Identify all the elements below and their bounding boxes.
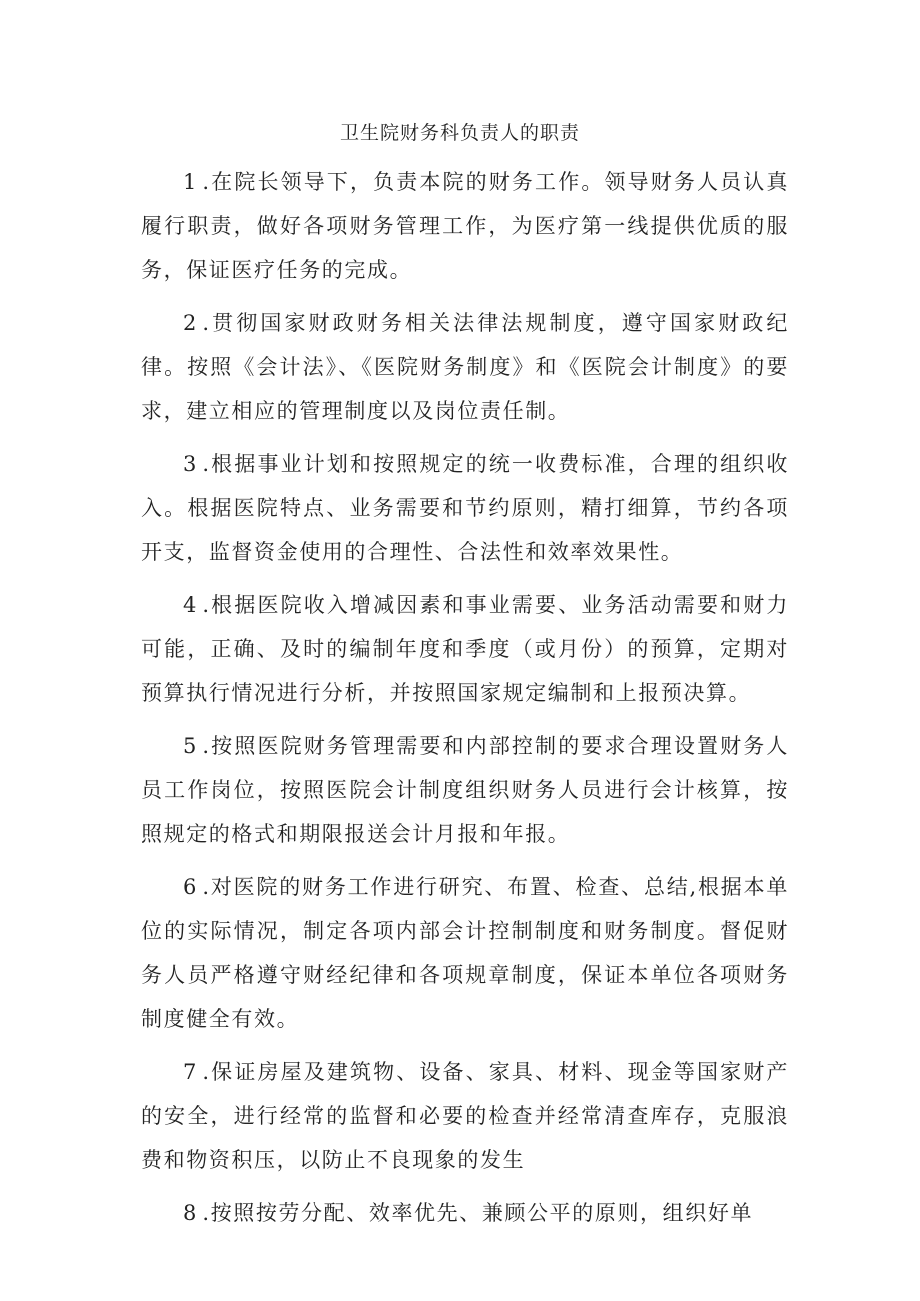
paragraph-number: 5 bbox=[183, 734, 197, 758]
paragraph-text: .保证房屋及建筑物、设备、家具、材料、现金等国家财产的安全，进行经常的监督和必要的检查并经常清查库存，克服浪费和物资积压，以防止不良现象的发生 bbox=[141, 1060, 789, 1172]
paragraph-8 bbox=[141, 1191, 789, 1235]
paragraph-number: 3 bbox=[183, 452, 197, 476]
paragraph-text: .根据医院收入增减因素和事业需要、业务活动需要和财力可能，正确、及时的编制年度和季度（或月份）的预算，定期对预算执行情况进行分析，并按照国家规定编制和上报预决算。 bbox=[141, 593, 789, 705]
paragraph-number: 6 bbox=[183, 875, 197, 899]
paragraph-4 bbox=[141, 583, 789, 715]
paragraph-text: .贯彻国家财政财务相关法律法规制度，遵守国家财政纪律。按照《会计法》、《医院财务制度》和《医院会计制度》的要求，建立相应的管理制度以及岗位责任制。 bbox=[141, 311, 789, 423]
page-title: 卫生院财务科负责人的职责 bbox=[339, 122, 580, 144]
paragraph-number: 7 bbox=[183, 1060, 197, 1084]
paragraph-number: 8 bbox=[183, 1201, 197, 1225]
paragraph-5 bbox=[141, 724, 789, 856]
paragraph-number: 1 bbox=[183, 170, 197, 194]
paragraph-text: .按照按劳分配、效率优先、兼顾公平的原则，组织好单 bbox=[202, 1201, 754, 1225]
paragraph-1 bbox=[141, 160, 789, 292]
paragraph-text: .在院长领导下，负责本院的财务工作。领导财务人员认真履行职责，做好各项财务管理工作，为医疗第一线提供优质的服务，保证医疗任务的完成。 bbox=[141, 170, 789, 282]
paragraph-text: .按照医院财务管理需要和内部控制的要求合理设置财务人员工作岗位，按照医院会计制度组织财务人员进行会计核算，按照规定的格式和期限报送会计月报和年报。 bbox=[141, 734, 789, 846]
paragraph-number: 2 bbox=[183, 311, 197, 335]
document-body bbox=[141, 160, 789, 1244]
paragraph-6 bbox=[141, 865, 789, 1041]
paragraph-text: .根据事业计划和按照规定的统一收费标准，合理的组织收入。根据医院特点、业务需要和节约原则，精打细算，节约各项开支，监督资金使用的合理性、合法性和效率效果性。 bbox=[141, 452, 789, 564]
paragraph-number: 4 bbox=[183, 593, 197, 617]
paragraph-text: .对医院的财务工作进行研究、布置、检查、总结,根据本单位的实际情况，制定各项内部会计控制制度和财务制度。督促财务人员严格遵守财经纪律和各项规章制度，保证本单位各项财务制度健全有效。 bbox=[141, 875, 789, 1031]
paragraph-2 bbox=[141, 301, 789, 433]
paragraph-3 bbox=[141, 442, 789, 574]
paragraph-7 bbox=[141, 1050, 789, 1182]
